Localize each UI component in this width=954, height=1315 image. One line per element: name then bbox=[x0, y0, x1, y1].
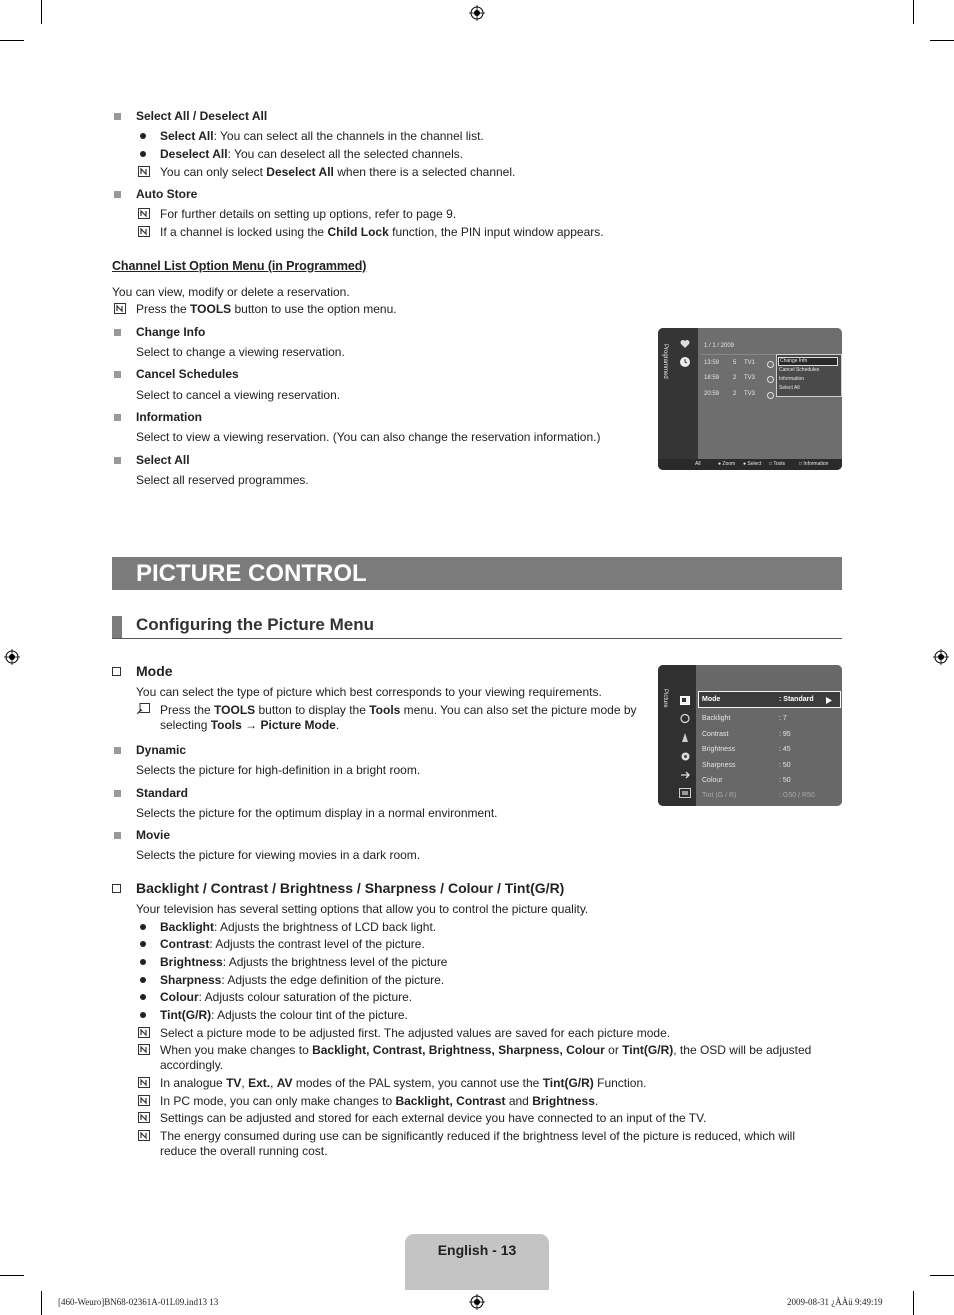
item-desc: Selects the picture for viewing movies in a dark room. bbox=[136, 848, 421, 862]
note-icon bbox=[138, 1044, 150, 1055]
input-icon bbox=[680, 770, 691, 780]
bullet-text: Brightness: Adjusts the brightness level of the picture bbox=[160, 955, 448, 969]
osd-menu-item-select-all[interactable]: Select All bbox=[779, 385, 800, 391]
checkbox-bullet-icon bbox=[112, 667, 121, 676]
note-text: The energy consumed during use can be significantly reduced if the brightness level of the picture is reduced, which will bbox=[160, 1129, 796, 1143]
sound-icon bbox=[680, 713, 690, 724]
note-icon bbox=[138, 1095, 150, 1106]
osd-row-channel: TV3 bbox=[744, 375, 756, 381]
osd-side-label: Picture bbox=[662, 689, 668, 708]
arrow-right-icon bbox=[826, 697, 832, 704]
item-desc: Select to cancel a viewing reservation. bbox=[136, 388, 341, 402]
osd-side-label: Programmed bbox=[662, 344, 668, 379]
osd-row-label: Tint (G / R) bbox=[702, 792, 737, 799]
subsection-heading: Channel List Option Menu (in Programmed) bbox=[112, 259, 367, 273]
osd-row-value: : 50 bbox=[779, 777, 791, 784]
bullet-icon bbox=[140, 941, 146, 947]
section-marker bbox=[112, 616, 122, 638]
bullet-text: Tint(G/R): Adjusts the colour tint of the picture. bbox=[160, 1008, 408, 1022]
crop-mark bbox=[0, 40, 24, 41]
settings-intro: Your television has several setting options that allow you to control the picture quality. bbox=[136, 902, 589, 916]
tools-icon bbox=[137, 703, 150, 715]
registration-mark-icon bbox=[933, 649, 949, 665]
page-number-tab bbox=[405, 1234, 549, 1290]
tools-note-line2: selecting Tools → Picture Mode. bbox=[160, 718, 340, 732]
osd-row-label: Backlight bbox=[702, 715, 731, 722]
intro-text: You can view, modify or delete a reservation. bbox=[112, 285, 350, 299]
item-title: Information bbox=[136, 410, 202, 424]
chapter-title: PICTURE CONTROL bbox=[136, 560, 367, 587]
date-info: 2009-08-31 ¿ÀÀü 9:49:19 bbox=[787, 1297, 883, 1307]
bullet-text: Select All: You can select all the channels in the channel list. bbox=[160, 129, 484, 143]
item-title: Dynamic bbox=[136, 743, 187, 757]
page-number: English - 13 bbox=[437, 1242, 517, 1258]
osd-footer-zoom: ● Zoom bbox=[718, 461, 736, 467]
osd-footer-info: □ Information bbox=[799, 461, 829, 467]
osd-sidebar bbox=[658, 665, 696, 806]
note-text-line2: accordingly. bbox=[160, 1058, 224, 1072]
osd-row-channel: TV3 bbox=[744, 391, 756, 397]
crop-mark bbox=[913, 0, 914, 24]
osd-row-value: : 45 bbox=[779, 746, 791, 753]
bullet-text: Sharpness: Adjusts the edge definition of the picture. bbox=[160, 973, 445, 987]
bullet-text: Contrast: Adjusts the contrast level of the picture. bbox=[160, 937, 425, 951]
osd-row-time: 13:59 bbox=[704, 360, 720, 366]
osd-row-label: Contrast bbox=[702, 731, 729, 738]
osd-row-channel: TV1 bbox=[744, 360, 756, 366]
note-text-line2: reduce the overall running cost. bbox=[160, 1144, 328, 1158]
note-icon bbox=[138, 1027, 150, 1038]
osd-selected-value: : Standard bbox=[779, 696, 814, 703]
crop-mark bbox=[41, 1291, 42, 1315]
clock-icon bbox=[767, 376, 774, 383]
osd-footer-all: All bbox=[695, 461, 701, 467]
bullet-icon bbox=[140, 959, 146, 965]
note-text: In PC mode, you can only make changes to Backlight, Contrast and Brightness. bbox=[160, 1094, 599, 1108]
osd-row-value: : 95 bbox=[779, 731, 791, 738]
note-text: Select a picture mode to be adjusted first. The adjusted values are saved for each picture mode. bbox=[160, 1026, 671, 1040]
tools-note: Press the TOOLS button to display the Tools menu. You can also set the picture mode by bbox=[160, 703, 637, 717]
square-bullet-icon bbox=[114, 832, 121, 839]
note-icon bbox=[138, 166, 150, 177]
square-bullet-icon bbox=[114, 790, 121, 797]
osd-row-num: 5 bbox=[733, 360, 737, 366]
osd-footer-tools: □ Tools bbox=[769, 461, 786, 467]
picture-icon bbox=[680, 696, 690, 705]
note-icon bbox=[138, 1112, 150, 1123]
osd-row-label: Brightness bbox=[702, 746, 736, 753]
osd-programmed-screen bbox=[658, 328, 842, 470]
bullet-icon bbox=[140, 133, 146, 139]
osd-picture-screen bbox=[658, 665, 842, 806]
bullet-text: Colour: Adjusts colour saturation of the picture. bbox=[160, 990, 413, 1004]
clock-icon bbox=[767, 392, 774, 399]
note-icon bbox=[138, 1130, 150, 1141]
note-icon bbox=[138, 226, 150, 237]
channel-icon bbox=[680, 732, 690, 743]
mode-desc: You can select the type of picture which best corresponds to your viewing requirements. bbox=[136, 685, 602, 699]
square-bullet-icon bbox=[114, 457, 121, 464]
note-text: Settings can be adjusted and stored for each external device you have connected to an input of the TV. bbox=[160, 1111, 707, 1125]
crop-mark bbox=[0, 1275, 24, 1276]
osd-row-value: : 50 bbox=[779, 762, 791, 769]
square-bullet-icon bbox=[114, 113, 121, 120]
osd-selected-label: Mode bbox=[702, 696, 721, 703]
note-text: For further details on setting up options, refer to page 9. bbox=[160, 207, 457, 221]
bullet-text: Deselect All: You can deselect all the selected channels. bbox=[160, 147, 464, 161]
heart-icon bbox=[680, 339, 690, 349]
item-desc: Select all reserved programmes. bbox=[136, 473, 309, 487]
item-title: Standard bbox=[136, 786, 189, 800]
chapter-banner bbox=[112, 557, 842, 590]
gear-icon bbox=[680, 751, 691, 762]
crop-mark bbox=[913, 1291, 914, 1315]
section-underline bbox=[112, 638, 842, 639]
item-desc: Selects the picture for high-definition in a bright room. bbox=[136, 763, 421, 777]
osd-footer-select: ● Select bbox=[743, 461, 762, 467]
square-bullet-icon bbox=[114, 371, 121, 378]
bullet-icon bbox=[140, 994, 146, 1000]
square-bullet-icon bbox=[114, 191, 121, 198]
osd-row-label: Colour bbox=[702, 777, 723, 784]
note-text: When you make changes to Backlight, Contrast, Brightness, Sharpness, Colour or Tint(G/R), the OSD will be adjusted bbox=[160, 1043, 812, 1057]
bullet-icon bbox=[140, 151, 146, 157]
square-bullet-icon bbox=[114, 747, 121, 754]
crop-mark bbox=[930, 1275, 954, 1276]
bullet-icon bbox=[140, 1012, 146, 1018]
item-title: Cancel Schedules bbox=[136, 367, 239, 381]
mode-heading: Mode bbox=[136, 663, 173, 679]
registration-mark-icon bbox=[4, 649, 20, 665]
note-text: In analogue TV, Ext., AV modes of the PAL system, you cannot use the Tint(G/R) Function. bbox=[160, 1076, 647, 1090]
note-icon bbox=[138, 208, 150, 219]
application-icon bbox=[679, 788, 691, 798]
item-title: Change Info bbox=[136, 325, 206, 339]
registration-mark-icon bbox=[469, 1294, 485, 1310]
bullet-text: Backlight: Adjusts the brightness of LCD back light. bbox=[160, 920, 437, 934]
note-icon bbox=[114, 303, 126, 314]
note-text: Press the TOOLS button to use the option menu. bbox=[136, 302, 397, 316]
osd-tools-popup bbox=[776, 354, 842, 397]
osd-row-value: : 7 bbox=[779, 715, 787, 722]
square-bullet-icon bbox=[114, 329, 121, 336]
crop-mark bbox=[41, 0, 42, 24]
item-title: Movie bbox=[136, 828, 171, 842]
section-heading: Auto Store bbox=[136, 187, 198, 201]
section-title: Configuring the Picture Menu bbox=[136, 615, 374, 634]
clock-icon bbox=[767, 361, 774, 368]
crop-mark bbox=[930, 40, 954, 41]
settings-heading: Backlight / Contrast / Brightness / Sharpness / Colour / Tint(G/R) bbox=[136, 880, 565, 896]
osd-row-num: 2 bbox=[733, 391, 737, 397]
osd-menu-item-information[interactable]: Information bbox=[779, 376, 805, 382]
item-title: Select All bbox=[136, 453, 190, 467]
bullet-icon bbox=[140, 977, 146, 983]
osd-date: 1 / 1 / 2009 bbox=[704, 343, 735, 349]
osd-menu-item-cancel[interactable]: Cancel Schedules bbox=[779, 367, 820, 373]
checkbox-bullet-icon bbox=[112, 884, 121, 893]
bullet-icon bbox=[140, 924, 146, 930]
osd-row-value: : G50 / R50 bbox=[779, 792, 815, 799]
item-desc: Selects the picture for the optimum display in a normal environment. bbox=[136, 806, 498, 820]
file-info: [460-Weuro]BN68-02361A-01L09.ind13 13 bbox=[58, 1297, 219, 1307]
section-heading: Select All / Deselect All bbox=[136, 109, 268, 123]
note-text: You can only select Deselect All when there is a selected channel. bbox=[160, 165, 516, 179]
note-text: If a channel is locked using the Child Lock function, the PIN input window appears. bbox=[160, 225, 604, 239]
osd-row-time: 18:59 bbox=[704, 375, 720, 381]
item-desc: Select to change a viewing reservation. bbox=[136, 345, 345, 359]
registration-mark-icon bbox=[469, 5, 485, 21]
note-icon bbox=[138, 1077, 150, 1088]
osd-row-label: Sharpness bbox=[702, 762, 736, 769]
item-desc: Select to view a viewing reservation. (You can also change the reservation information.) bbox=[136, 430, 601, 444]
osd-menu-item-change-info[interactable]: Change Info bbox=[778, 357, 838, 366]
square-bullet-icon bbox=[114, 414, 121, 421]
clock-icon bbox=[679, 356, 691, 368]
osd-row-time: 20:59 bbox=[704, 391, 720, 397]
osd-row-num: 2 bbox=[733, 375, 737, 381]
